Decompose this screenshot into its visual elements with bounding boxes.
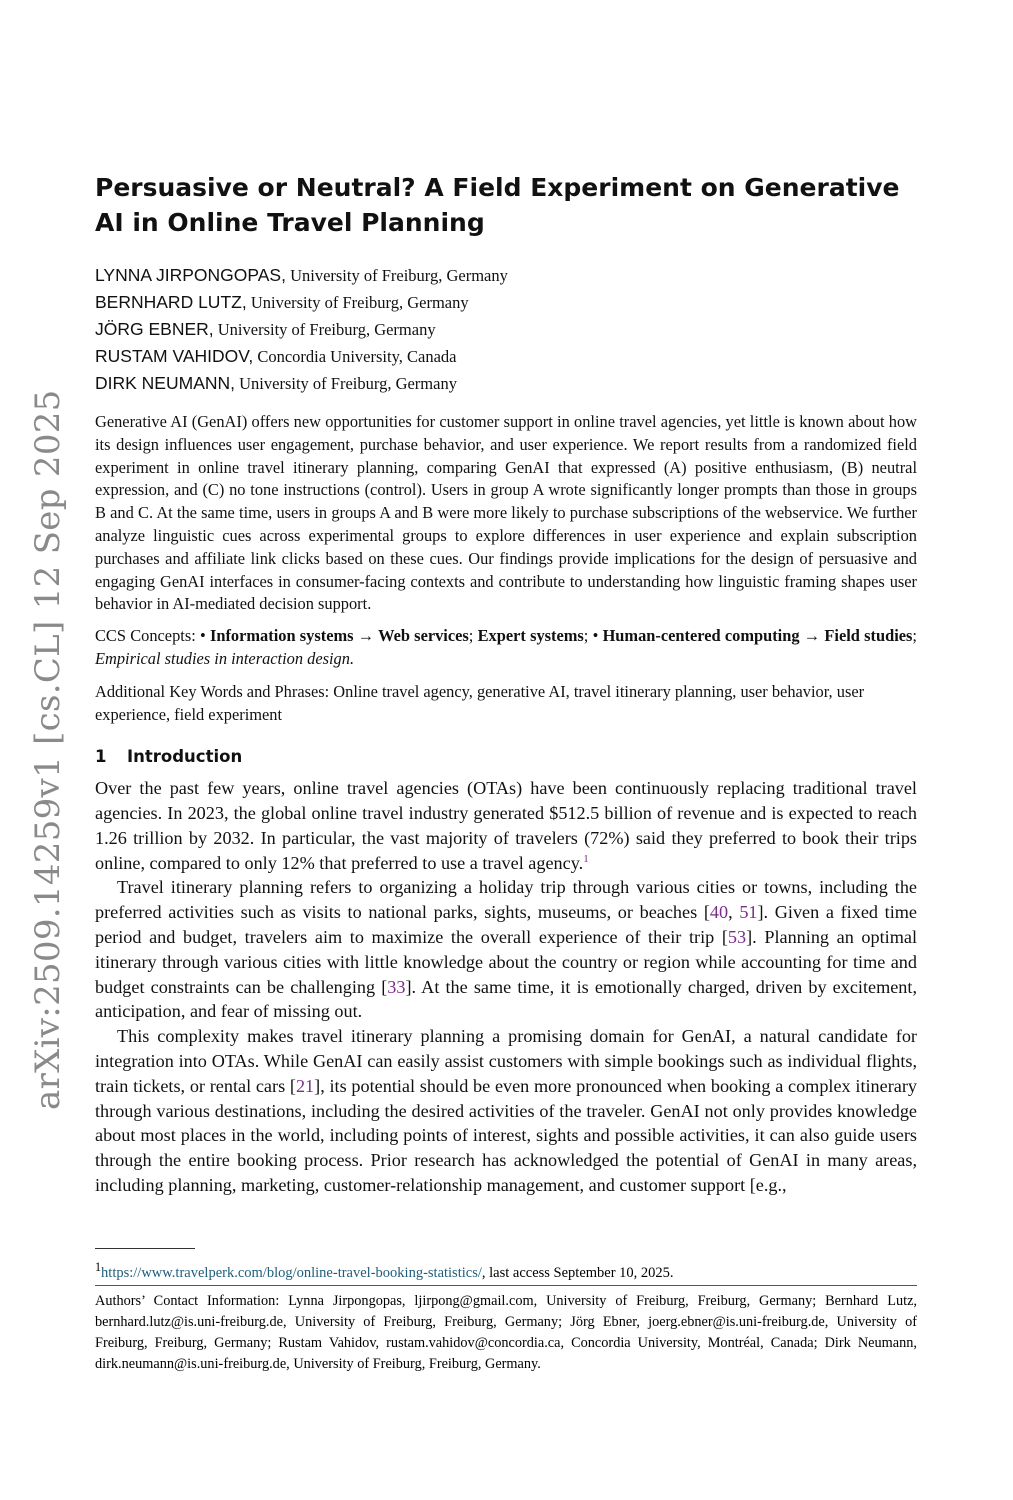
citation-link[interactable]: 40 [709,902,729,923]
ccs-term: Human-centered computing [602,626,800,646]
author-entry [95,370,917,397]
paragraph-text: ]. Planning an optimal itinerary through various cities with little knowledge about the country or region while accounting for time and budget constraints can be challenging [ [95,926,917,997]
paragraph-text: ]. At the same time, it is emotionally charged, driven by excitement, anticipation, and fear of missing out. [95,976,918,1022]
ccs-bullet: • [592,626,603,646]
author-name: BERNHARD LUTZ, [95,292,247,312]
citation-link[interactable]: 51 [739,902,758,923]
paper-title: Persuasive or Neutral? A Field Experiment on Generative AI in Online Travel Planning [95,173,900,237]
ccs-concepts [95,624,917,670]
author-affiliation: University of Freiburg, Germany [285,266,508,285]
author-name: LYNNA JIRPONGOPAS, [95,265,286,285]
author-affiliation: University of Freiburg, Germany [235,374,457,393]
footnote-text: , last access September 10, 2025. [481,1264,674,1281]
ccs-term: Expert systems [477,626,584,646]
ccs-term: Empirical studies in interaction design. [95,649,355,669]
footnote-url-link[interactable]: https://www.travelperk.com/blog/online-travel-booking-statistics/ [101,1264,482,1281]
paragraph-text: ]. Given a fixed time period and budget, travelers aim to maximize the overall experience of their trip [ [95,902,917,947]
ccs-label: CCS Concepts: [95,626,200,646]
section-heading [95,744,917,770]
ccs-term: Information systems [209,626,354,646]
ccs-separator: ; [468,626,478,646]
author-name: JÖRG EBNER, [95,319,214,339]
ccs-arrow: → [799,626,825,646]
abstract: Generative AI (GenAI) offers new opportunities for customer support in online travel agencies, yet little is known about how its design influences user engagement, purchase behavior, and user experience. We report results from a randomized field experiment in online travel itinerary planning, comparing GenAI that expressed (A) positive enthusiasm, (B) neutral expression, and (C) no tone instructions (control). Users in group A wrote significantly longer prompts than those in groups B and C. At the same time, users in groups A and B were more likely to purchase subscriptions of the webservice. We further analyze linguistic cues across experimental groups to explore differences in user experience and explain subscription purchases and affiliate link clicks based on these cues. Our findings provide implications for the design of persuasive and engaging GenAI interfaces in consumer-facing contexts and contribute to understanding how linguistic framing shapes user behavior in AI-mediated decision support. [95,412,917,614]
paragraph [95,1024,917,1198]
author-entry [95,262,917,289]
ccs-term: Field studies [824,626,913,646]
author-contact-info: Authors’ Contact Information: Lynna Jirpongopas, ljirpong@gmail.com, University of Freiburg, Freiburg, Germany; Bernhard Lutz, bernhard.lutz@is.uni-freiburg.de, University of Freiburg, Freiburg, Germany; Jörg Ebner, joerg.ebner@is.uni-freiburg.de, University of Freiburg, Freiburg, Germany; Rustam Vahidov, rustam.vahidov@concordia.ca, Concordia University, Montréal, Canada; Dirk Neumann, dirk.neumann@is.uni-freiburg.de, University of Freiburg, Freiburg, Germany. [95,1293,917,1372]
citation-link[interactable]: 33 [387,976,406,997]
author-entry [95,289,917,316]
ccs-separator: ; [912,626,917,646]
footnote-marker[interactable]: 1 [583,852,589,865]
paper-content [95,170,917,1198]
paragraph-text: Over the past few years, online travel agencies (OTAs) have been continuously replacing traditional travel agencies. In 2023, the global online travel industry generated $512.5 billion of revenue and is expected to reach 1.26 trillion by 2032. In particular, the vast majority of travelers (72%) said they preferred to book their trips online, compared to only 12% that preferred to use a travel agency. [95,778,917,873]
footnote [95,1257,917,1283]
ccs-bullet: • [200,626,210,646]
contact-divider [95,1285,917,1286]
footnote-number: 1 [95,1260,102,1274]
paragraph-text: This complexity makes travel itinerary planning a promising domain for GenAI, a natural candidate for integration into OTAs. While GenAI can easily assist customers with simple bookings such as individual flights, train tickets, or rental cars [ [95,1026,917,1096]
arxiv-identifier: arXiv:2509.14259v1 [cs.CL] 12 Sep 2025 [28,389,68,1110]
paragraph [95,776,917,875]
ccs-arrow: → [353,626,379,646]
citation-link[interactable]: 21 [295,1075,315,1096]
ccs-separator: ; [583,626,593,646]
footnote-divider [95,1248,195,1249]
section-title: Introduction [127,747,243,767]
author-entry [95,343,917,370]
author-affiliation: University of Freiburg, Germany [213,320,436,339]
paragraph-text: ], its potential should be even more pronounced when booking a complex itinerary through various destinations, including the desired activities of the traveler. GenAI not only provides knowledge about most places in the world, including points of interest, sights and possible activities, it can also guide users through the entire booking process. Prior research has acknowledged the potential of GenAI in many areas, including planning, marketing, customer-relationship management, and customer support [e.g., [95,1075,917,1195]
author-entry [95,316,917,343]
paragraph-text: , [728,902,740,923]
section-number: 1 [95,747,107,767]
paragraph [95,875,917,1024]
author-name: RUSTAM VAHIDOV, [95,346,254,366]
paragraph-text: Travel itinerary planning refers to organizing a holiday trip through various cities or towns, including the preferred activities such as visits to national parks, sights, museums, or beaches [ [95,877,917,923]
citation-link[interactable]: 53 [727,926,747,947]
author-affiliation: Concordia University, Canada [253,347,457,366]
ccs-term: Web services [378,626,469,646]
author-name: DIRK NEUMANN, [95,373,236,393]
author-list [95,262,917,397]
author-affiliation: University of Freiburg, Germany [246,293,469,312]
keywords: Additional Key Words and Phrases: Online travel agency, generative AI, travel itinerary planning, user behavior, user experience, field experiment [95,682,865,725]
